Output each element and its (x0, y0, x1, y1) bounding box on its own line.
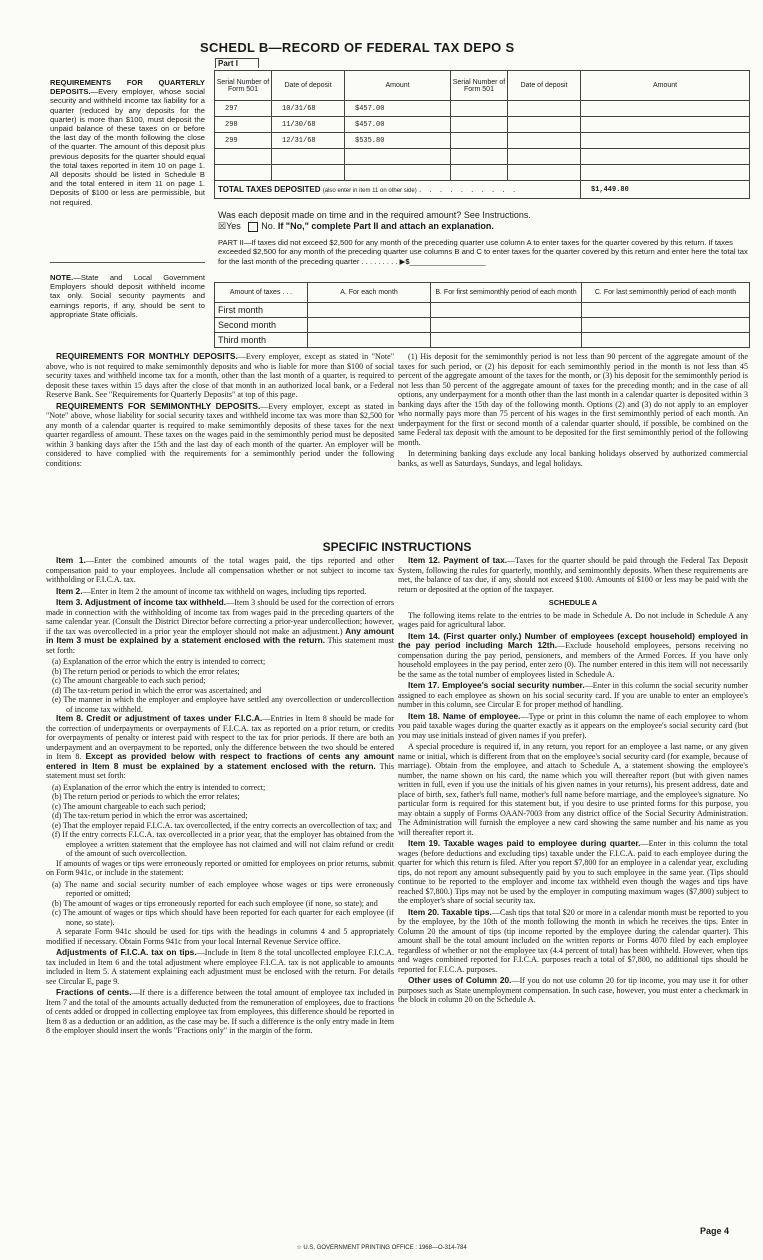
item12-text: —Taxes for the quarter should be paid through the Federal Tax Deposit System, following the rules for quarterly, monthly, and semimonthly deposits. When these requirements are met, the balance of tax due, if any, should not exceed $100. Amounts of $100 or less may be paid with the return or deposited at the option of the taxpayer. (398, 556, 749, 594)
item17-text: —Enter in this column the social security number assigned to each employee as shown on his social security card. If you are unable to enter an employee's number in this column, see Circular E for proper method of handling. (398, 681, 748, 709)
list-item: (d) The tax-return period in which the error was ascertained; (52, 811, 248, 820)
serial-cell (451, 117, 508, 133)
list-item: (b) The return period or periods to which the error relates; (52, 666, 240, 676)
total-value: $1,449.80 (581, 181, 750, 199)
table-row (215, 133, 750, 149)
item8-bold: Except as provided below with respect to fractions of cents any amount entered in Item 8 must be explained by a statement enclosed with the return. (46, 751, 394, 771)
serial-cell (451, 101, 508, 117)
list-item: (a) Explanation of the error which the entry is intended to correct; (52, 657, 266, 666)
item17-heading: Item 17. Employee's social security number. (408, 680, 585, 690)
item3-tail: This statement must set forth: (46, 636, 394, 655)
instructions-left (46, 556, 394, 1038)
header-serial-2: Serial Number of Form 501 (451, 71, 508, 101)
item20-heading: Item 20. Taxable tips. (408, 906, 492, 917)
list-item: (e) That the employer repaid F.I.C.A. tax overcollected, if the entry corrects an overcollection of tax; and (52, 820, 392, 830)
schedule-title: SCHEDL B—RECORD OF FEDERAL TAX DEPO S (200, 40, 515, 55)
amount-cell (581, 101, 750, 117)
semimonthly-text: —Every employer, except as stated in "Note" above, whose liability for social security taxes and withheld income tax was more than $2,500 for any month of a calendar quarter is required to make semimonthly deposits of these taxes for the next quarter regardless of amount. These taxes on the wages paid in the semimonthly period must be deposited within 3 banking days after the 15th and the last day of each month of the quarter. An employer will be considered to have complied with the requirements for a semimonthly period under the following conditions: (46, 401, 395, 468)
conditions-text: (1) His deposit for the semimonthly period is not less than 90 percent of the aggregate amount of the taxes for such period, or (2) his deposit for each semimonthly period in the month is not less than 45 percent of the aggregate amount of the taxes for the month, or (3) his deposit for the semimonthly period is not less than 50 percent of the aggregate amount of taxes for the preceding month; and in the case of all options, any underpayment for a month other than the last month in a calendar quarter is deposited within 3 banking days after the 15th day of the following month. Options (2) and (3) do not apply to an employer who normally pays more than 75 percent of his wages in the first semimonthly period of each month. An underpayment for the first or second month of a calendar quarter should, if possible, be combined on the same Federal tax deposit with the amount to be deposited for the first semimonthly period of the following month. (398, 352, 748, 447)
row-label: Second month (215, 318, 308, 333)
item20-text: —Cash tips that total $20 or more in a calendar month must be reported to you by the employee, by the 10th of the month following the month in which he receives the tips. Enter in Column 20 the amount of tips (tip income reported by the employee during the calendar quarter). This amount shall be the total amount included on the written reports or Forms 4070 filed by each employee regardless of whether or not the employee tax (4.4 percent of total) has been withheld. However, when tips and wages combined reported for F.I.C.A. purposes reach a total of $7,800, no additional tips should be reported for F.I.C.A. purposes. (398, 907, 748, 974)
part2-dollar: $ (405, 256, 410, 266)
fractions-text: —If there is a difference between the total amount of employee tax included in Item 7 and the total of the amounts actually deducted from the remuneration of employees, due to fractions of cents added or dropped in collecting employee tax from employees, this difference should be reported in Item 8 as a deduction or an addition, as the case may be. If such a difference is the only entry made in Item 8 the employer should insert the words "Fractions only" in the margin of the form. (46, 988, 394, 1035)
item19-text: —Enter in this column the total wages (before deductions and excluding tips) taxable under the F.I.C.A. paid to each employee during the quarter for which this return is filed. After you report $7,800 for an employee in a calendar year, excluding tips, do not report any amount subsequently paid by you to such employee in the same year. (Tips should continue to be reported to the employer and income tax withheld even though the wages and tips have reached $7,800.) Tips may not be used by the employer in computing maximum wages ($7,800) subject to the employer's share of social security tax. (398, 839, 748, 905)
part2-header-c: C. For last semimonthly period of each month (582, 283, 750, 303)
quarterly-heading: REQUIREMENTS FOR QUARTERLY DEPOSITS. (50, 78, 205, 97)
serial-cell: 299 (215, 133, 272, 149)
quarterly-text: —Every employer, whose social security and withheld income tax liability for a quarter (reduced by any deposits for the quarter) is more than $100, must deposit the unpaid balance of these taxes on or before the last day of the month following the close of the quarter. The amount of this deposit plus previous deposits for the quarter should equal the total taxes reported in item 10 on page 1. All deposits should be listed in Schedule B and the total entered in item 11 on page 1. Deposits of $100 or less are permissible, but not required. (50, 87, 205, 207)
schedule-a-heading: SCHEDULE A (548, 598, 598, 607)
page-number: Page 4 (700, 1226, 730, 1236)
question-text: Was each deposit made on time and in the required amount? See Instructions. (218, 210, 531, 220)
list-item: (f) If the entry corrects F.I.C.A. tax overcollected in a prior year, that the employer has obtained from the employee a written statement that the employee has not claimed and will not claim refund or credit of the amount of such overcollection. (52, 830, 394, 858)
part2-header-amount: Amount of taxes . . . (215, 283, 308, 303)
table-row (215, 149, 750, 165)
item8-heading: Item 8. Credit or adjustment of taxes under F.I.C.A. (56, 713, 263, 723)
list-item: (b) The amount of wages or tips erroneously reported for each such employee (if none, so state); and (52, 898, 378, 908)
amount-cell: $535.80 (345, 133, 451, 149)
date-cell (508, 101, 581, 117)
monthly-text: —Every employer, except as stated in "Note" above, who is not required to make semimonthly deposits and who is liable for more than $100 of social security taxes and withheld income tax for a month, other than the last month of a quarter, is required to deposit these taxes within 15 days after the close of that month in an authorized local bank, or a Federal Reserve Bank. See "Requirements for Quarterly Deposits" at top of this page. (46, 352, 394, 399)
schedule-a-intro: The following items relate to the entries to be made in Schedule A. Do not include in Schedule A any wages paid for agricultural labor. (398, 610, 748, 629)
item8-list (46, 783, 394, 859)
serial-cell (451, 133, 508, 149)
note-block (50, 273, 205, 319)
list-item: (c) The amount of wages or tips which should have been reported for each quarter for each employee (if none, so state). (52, 908, 394, 927)
part1-label: Part I (215, 58, 259, 68)
row-label: First month (215, 303, 308, 318)
yes-label: Yes (226, 221, 241, 231)
divider (50, 262, 205, 263)
part2-header-a: A. For each month (308, 283, 431, 303)
semimonthly-heading: REQUIREMENTS FOR SEMIMONTHLY DEPOSITS. (56, 400, 261, 411)
adj-tips-heading: Adjustments of F.I.C.A. tax on tips. (56, 947, 197, 957)
item19-heading: Item 19. Taxable wages paid to employee during quarter. (408, 838, 641, 848)
total-label: TOTAL TAXES DEPOSITED (218, 185, 321, 194)
header-date-1: Date of deposit (272, 71, 345, 101)
header-amount-2: Amount (581, 71, 750, 101)
header-date-2: Date of deposit (508, 71, 581, 101)
deposit-table-header (215, 71, 750, 101)
date-cell (508, 117, 581, 133)
item1-heading: Item 1. (56, 555, 86, 565)
header-serial-1: Serial Number of Form 501 (215, 71, 272, 101)
amount-cell (581, 133, 750, 149)
omitted-list (46, 880, 394, 928)
adj-tips-text: —Include in Item 8 the total uncollected employee F.I.C.A. tax included in Item 6 and the total adjustment where employee F.I.C.A. tax is not applicable to amounts included in Item 5. A statement explaining each adjustment must be enclosed with the return. For details see Circular E, page 9. (46, 948, 394, 986)
list-item: (a) The name and social security number of each employee whose wages or tips were erroneously reported or omitted; (52, 879, 394, 898)
item3-text: —Item 3 should be used for the correction of errors made in connection with the withholding of income tax from wages paid in the preceding quarters of the same calendar year. (Consult the District Director before correcting a prior-year undercollection; however, if the tax was overcollected in a prior year the employer should not make an adjustment.) (46, 598, 394, 636)
table-row (215, 117, 750, 133)
row-label: Third month (215, 333, 308, 348)
item3-bold: Any amount in Item 3 must be explained by a statement enclosed with the return. (46, 625, 394, 645)
yes-checkbox[interactable]: ☒ (218, 221, 227, 231)
list-item: (a) Explanation of the error which the entry is intended to correct; (52, 782, 266, 792)
item1-text: —Enter the combined amounts of the total wages paid, the tips reported and other compensation paid to your employees. Include all compensation whether or not subject to income tax withholding or F.I.C.A. tax. (46, 556, 394, 584)
item3-heading: Item 3. Adjustment of income tax withheld. (56, 597, 227, 607)
item2-text: —Enter in Item 2 the amount of income tax withheld on wages, including tips reported. (82, 586, 367, 596)
table-row (215, 165, 750, 181)
item8-tail: This statement must set forth: (46, 761, 394, 780)
total-row: TOTAL TAXES DEPOSITED (also enter in item 11 on other side) . . . . . . . . . . $1,449.80 (215, 181, 750, 199)
list-item: (d) The tax-return period in which the error was ascertained; and (52, 685, 262, 695)
date-cell: 10/31/68 (272, 101, 345, 117)
no-label: No. (261, 221, 276, 231)
other-uses-heading: Other uses of Column 20. (408, 975, 512, 985)
serial-cell: 298 (215, 117, 272, 133)
part2-table (214, 282, 750, 348)
date-cell: 12/31/68 (272, 133, 345, 149)
list-item: (e) The manner in which the employer and employee have settled any overcollection or undercollection of income tax withheld. (52, 695, 394, 714)
item8-text: —Entries in Item 8 should be made for the correction of underpayments or overpayments of F.I.C.A. tax as reported on a prior return, or credits for overpayments of penalty or interest paid with respect to the tax for prior periods. If there are both an underpayment and an overpayment to be reported, only the difference between the two should be entered in Item 8. (46, 714, 394, 761)
gpo-footer: ☆ U.S. GOVERNMENT PRINTING OFFICE : 1968—O-314-784 (296, 1245, 467, 1251)
instructions-right (398, 556, 748, 1007)
item18-heading: Item 18. Name of employee. (408, 710, 521, 721)
serial-cell: 297 (215, 101, 272, 117)
deposit-rules-left (46, 352, 394, 470)
list-item: (c) The amount chargeable to each such period; (52, 801, 206, 811)
no-instruction: If "No," complete Part II and attach an explanation. (277, 221, 494, 231)
item18-text: —Type or print in this column the name of each employee to whom you paid taxable wages during the quarter exactly as it appears on the employee's social security card (but you may use initials instead of given names if you prefer). (398, 711, 748, 740)
total-note: (also enter in item 11 on other side) (322, 188, 417, 194)
header-amount-1: Amount (345, 71, 451, 101)
part2-text: PART II—If taxes did not exceed $2,500 for any month of the preceding quarter use column A to enter taxes for the quarter covered by this return. If taxes exceeded $2,500 for any month of the preceding quarter use columns B and C to enter taxes for the quarter covered by this return and enter here the total tax for the last month of the preceding quarter (218, 238, 748, 266)
quarterly-requirements (50, 78, 205, 207)
deposit-table (214, 70, 750, 199)
timeliness-question (218, 210, 748, 232)
amount-cell: $457.00 (345, 101, 451, 117)
no-checkbox[interactable] (248, 222, 258, 232)
item18-procedure: A special procedure is required if, in any return, you report for an employee a last name, or any given name or initial, which is different from that on the employee's social security card (for example, because of marriage). Obtain from the employee, and attach to Schedule A, a statement showing the employee's number, the name shown on his card, the name which you will thereafter report (but with given names written in full, even if you use the initials of his given names in your returns), his present address, date and place of birth, sex, father's full name, mother's full name before marriage, and the employee's signature. No particular form is required for this statement but, if you desire to use printed forms for this purpose, you may obtain a supply of Forms OAAN-7003 from any district office of the Social Security Administration. The Administration will furnish the employee a new card showing the same number and his name as you will thereafter report it. (398, 742, 748, 837)
note-text: —State and Local Government Employers should deposit withheld income tax only. Social security payments and earnings reports, if any, should be sent to appropriate State officials. (50, 273, 205, 319)
note-heading: NOTE. (50, 273, 74, 282)
specific-instructions-heading: SPECIFIC INSTRUCTIONS (322, 540, 472, 554)
list-item: (c) The amount chargeable to each such period; (52, 676, 206, 685)
part2-text-block: PART II—If taxes did not exceed $2,500 for any month of the preceding quarter use column A to enter taxes for the quarter covered by this return. If taxes exceeded $2,500 for any month of the preceding quarter use columns B and C to enter taxes for the quarter covered by this return and enter here the total tax for the last month of the preceding quarter . . . . . . . . . ▶$__________________ (218, 238, 748, 266)
date-cell: 11/30/68 (272, 117, 345, 133)
item3-list (46, 657, 394, 714)
omitted-text: If amounts of wages or tips were erroneously reported or omitted for employees on prior returns, submit on Form 941c, or include in the statement: (46, 858, 394, 877)
monthly-heading: REQUIREMENTS FOR MONTHLY DEPOSITS. (56, 351, 238, 361)
item2-heading: Item 2. (56, 585, 83, 596)
table-row (215, 303, 750, 318)
table-row (215, 333, 750, 348)
part2-header (215, 283, 750, 303)
part2-header-b: B. For first semimonthly period of each month (431, 283, 582, 303)
item14-heading: Item 14. (First quarter only.) Number of employees (except household) employed in the pay period including March 12th. (398, 630, 748, 650)
date-cell (508, 133, 581, 149)
deposit-rules-right (398, 352, 748, 470)
form-941c-text: A separate Form 941c should be used for tips with the headings in columns 4 and 5 appropriately modified if necessary. Obtain Forms 941c from your local Internal Revenue Service office. (46, 927, 394, 946)
other-uses-text: —If you do not use column 20 for tip income, you may use it for other purposes such as State unemployment compensation. In such case, however, you must enter a checkmark in the block in column 20 on the Schedule A. (398, 976, 748, 1004)
table-row (215, 318, 750, 333)
list-item: (b) The return period or periods to which the error relates; (52, 792, 240, 801)
table-row (215, 101, 750, 117)
item14-text: —Exclude household employees, persons receiving no compensation during the pay period, pensioners, and members of the Armed Forces. If you have only household employees in the pay period, enter zero (0). The number entered in this item will not necessarily be the same as the total number of employees listed in Schedule A. (398, 641, 748, 679)
fractions-heading: Fractions of cents. (56, 987, 132, 997)
banking-days-text: In determining banking days exclude any local banking holidays observed by authorized commercial banks, as well as Saturdays, Sundays, and legal holidays. (398, 449, 748, 468)
amount-cell (581, 117, 750, 133)
amount-cell: $457.00 (345, 117, 451, 133)
item12-heading: Item 12. Payment of tax. (408, 555, 508, 565)
